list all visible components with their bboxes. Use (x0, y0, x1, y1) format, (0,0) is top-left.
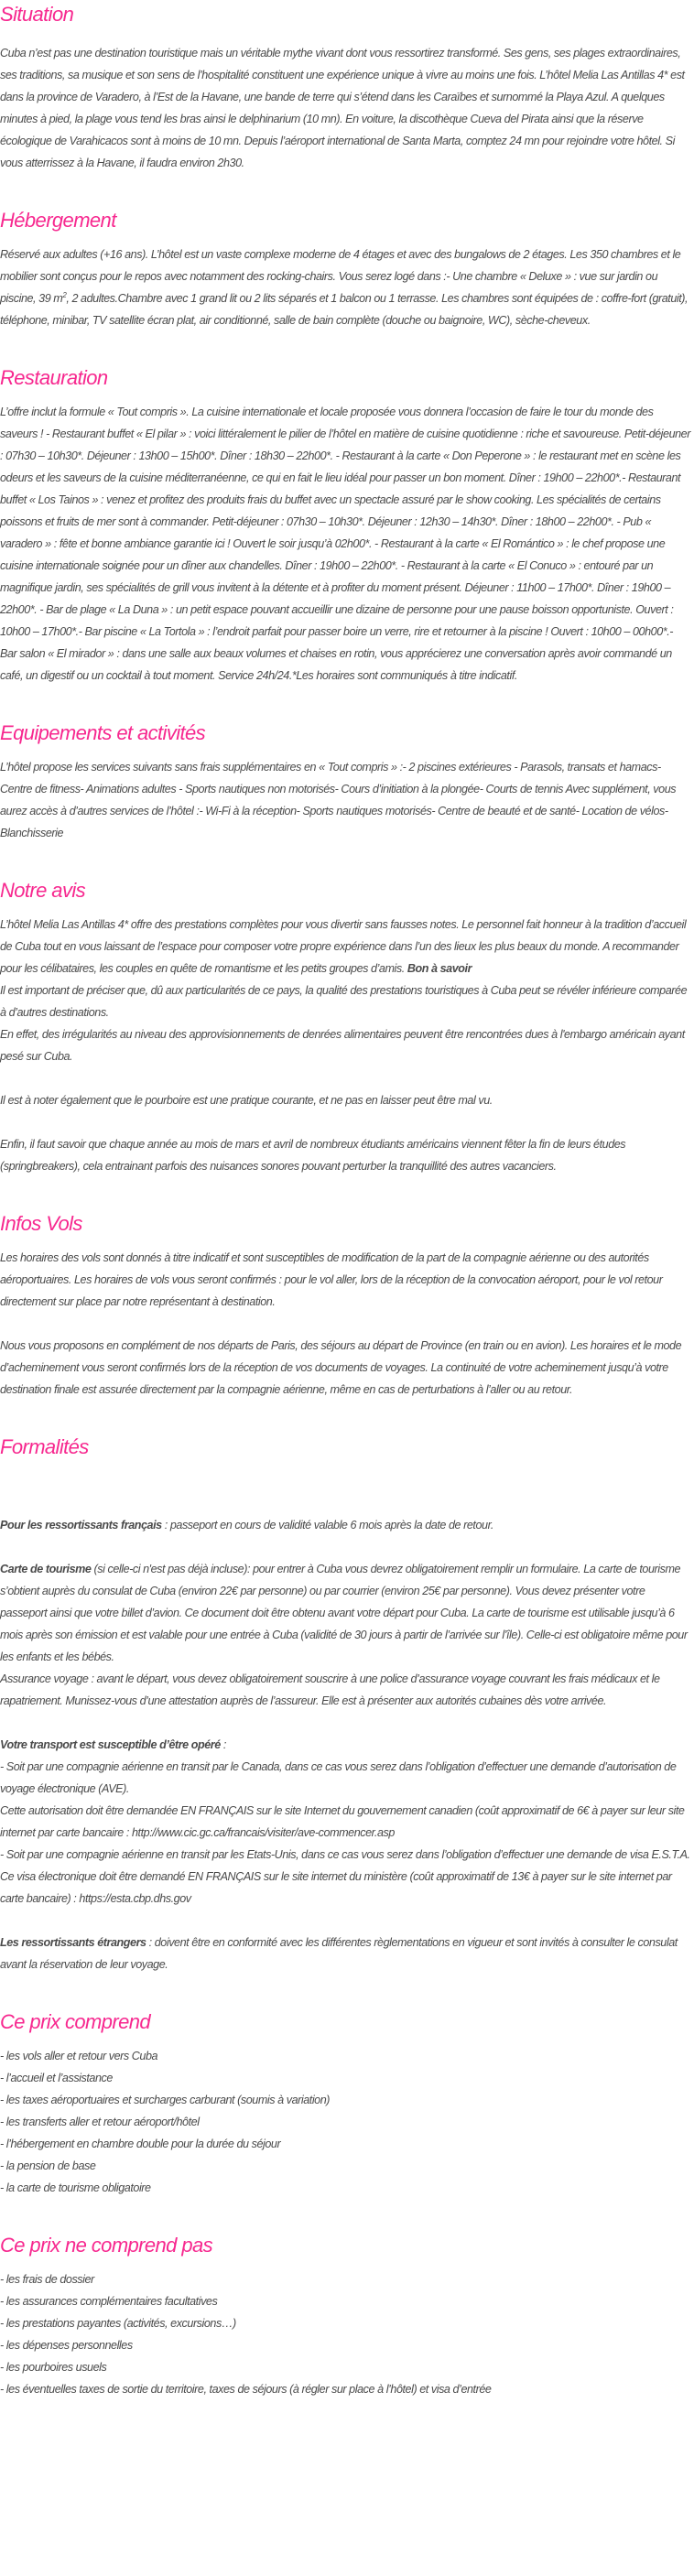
etrangers-label: Les ressortissants étrangers (0, 1936, 146, 1949)
section-infos-vols (0, 1210, 692, 1401)
section-title-restauration: Restauration (0, 366, 108, 389)
formalites-etrangers (0, 1932, 692, 1975)
formalites-usa: - Soit par une compagnie aérienne en transit par les Etats-Unis, dans ce cas vous serez dans l’obligation d’effectuer une demande de visa E.S.T.A. Ce visa électronique doit être demandé EN FRANÇAIS sur le site internet du ministère (coût approximatif de 13€ à payer sur le site internet par carte bancaire) : https://esta.cbp.dhs.gov (0, 1848, 690, 1905)
situation-text: Cuba n’est pas une destination touristique mais un véritable mythe vivant dont vous ressortirez transformé. Ses gens, ses plages extraordinaires, ses traditions, sa musique et son sens de l’hospitalité constituent une expérience unique à vivre au moins une fois. L’hôtel Melia Las Antillas 4* est dans la province de Varadero, à l’Est de la Havane, une bande de terre qui s’étend dans les Caraïbes et surnommé la Playa Azul. A quelques minutes à pied, la plage vous tend les bras ainsi le delphinarium (10 mn). En voiture, la discothèque Cueva del Pirata ainsi que la réserve écologique de Varahicacos sont à moins de 10 mn. Depuis l’aéroport international de Santa Marta, comptez 24 mn pour rejoindre votre hôtel. Si vous atterrissez à la Havane, il faudra environ 2h30. (0, 47, 685, 169)
section-title-prix-comprend: Ce prix comprend (0, 2010, 151, 2033)
transport-label: Votre transport est susceptible d’être opéré (0, 1738, 221, 1751)
hebergement-text (0, 244, 692, 331)
etrangers-text: : doivent être en conformité avec les différentes règlementations en vigueur et sont invités à consulter le consulat avant la réservation de leur voyage. (0, 1936, 678, 1971)
notre-avis-paragraph-3: Il est à noter également que le pourboire est une pratique courante, et ne pas en laisser peut être mal vu. (0, 1094, 493, 1107)
list-item: - la pension de base (0, 2159, 96, 2172)
section-title-formalites: Formalités (0, 1435, 89, 1458)
notre-avis-intro-text: L’hôtel Melia Las Antillas 4* offre des prestations complètes pour vous divertir sans fausses notes. Le personnel fait honneur à la tradition d’accueil de Cuba tout en vous laissant de l’espace pour composer votre propre expérience dans l’un des lieux les plus beaux du monde. A recommander pour les célibataires, les couples en quête de romantisme et les petits groupes d’amis. (0, 918, 687, 975)
section-title-hebergement: Hébergement (0, 209, 116, 232)
carte-tourisme-label: Carte de tourisme (0, 1563, 92, 1575)
section-title-prix-ne-comprend-pas: Ce prix ne comprend pas (0, 2234, 212, 2257)
section-formalites (0, 1434, 692, 1975)
section-hebergement (0, 207, 692, 331)
hebergement-text-part1: Réservé aux adultes (+16 ans). L’hôtel est un vaste complexe moderne de 4 étages et avec des bungalows de 2 étages. Les 350 chambres et le mobilier sont conçus pour le repos avec notamment des rocking-chairs. Vous serez logé dans :- Une chambre « Deluxe » : vue sur jardin ou piscine, 39 m (0, 248, 681, 305)
carte-tourisme-text: (si celle-ci n'est pas déjà incluse): pour entrer à Cuba vous devrez obligatoirement remplir un formulaire. La carte de tourisme s’obtient auprès du consulat de Cuba (environ 22€ par personne) ou par courrier (environ 25€ par personne). Vous devez présenter votre passeport ainsi que votre billet d’avion. Ce document doit être obtenu avant votre départ pour Cuba. La carte de tourisme est utilisable jusqu’à 6 mois après son émission et est valable pour une entrée à Cuba (validité de 30 jours à partir de l’arrivée sur l’île). Celle-ci est obligatoire même pour les enfants et les bébés. (0, 1563, 688, 1663)
formalites-canada: - Soit par une compagnie aérienne en transit par le Canada, dans ce cas vous serez dans l’obligation d’effectuer une demande d’autorisation de voyage électronique (AVE). (0, 1760, 677, 1795)
list-item: - la carte de tourisme obligatoire (0, 2181, 151, 2194)
formalites-ave: Cette autorisation doit être demandée EN FRANÇAIS sur le site Internet du gouvernement canadien (coût approximatif de 6€ à payer sur leur site internet par carte bancaire : http://www.cic.gc.ca/francais/visiter/ave-commencer.asp (0, 1804, 685, 1839)
section-situation (0, 0, 692, 174)
list-item: - l’accueil et l’assistance (0, 2072, 113, 2084)
hebergement-text-part2: , 2 adultes.Chambre avec 1 grand lit ou 2 lits séparés et 1 balcon ou 1 terrasse. Les chambres sont équipées de : coffre-fort (gratuit), téléphone, minibar, TV satellite écran plat, air conditionné, salle de bain complète (douche ou baignoire, WC), sèche-cheveux. (0, 292, 689, 327)
list-item: - l’hébergement en chambre double pour la durée du séjour (0, 2138, 281, 2150)
list-item: - les transferts aller et retour aéroport/hôtel (0, 2116, 200, 2128)
list-item: - les prestations payantes (activités, excursions…) (0, 2317, 236, 2330)
formalites-assurance: Assurance voyage : avant le départ, vous devez obligatoirement souscrire à une police d’assurance voyage couvrant les frais médicaux et le rapatriement. Munissez-vous d’une attestation auprès de l’assureur. Elle est à présenter aux autorités cubaines dès votre arrivée. (0, 1672, 660, 1707)
francais-text: : passeport en cours de validité valable 6 mois après la date de retour. (161, 1519, 493, 1532)
section-title-situation: Situation (0, 3, 74, 26)
section-title-infos-vols: Infos Vols (0, 1212, 82, 1235)
section-title-equipements: Equipements et activités (0, 721, 206, 744)
list-item: - les assurances complémentaires facultatives (0, 2295, 218, 2308)
list-item: - les pourboires usuels (0, 2361, 107, 2374)
francais-label: Pour les ressortissants français (0, 1519, 162, 1532)
list-item: - les taxes aéroportuaires et surcharges carburant (soumis à variation) (0, 2094, 331, 2106)
formalites-transport (0, 1734, 692, 1756)
transport-colon: : (220, 1738, 226, 1751)
list-item: - les frais de dossier (0, 2273, 94, 2286)
list-item: - les dépenses personnelles (0, 2339, 133, 2352)
section-title-notre-avis: Notre avis (0, 879, 86, 902)
section-prix-ne-comprend-pas (0, 2232, 692, 2400)
list-item: - les éventuelles taxes de sortie du territoire, taxes de séjours (à régler sur place à l’hôtel) et visa d’entrée (0, 2383, 492, 2396)
section-notre-avis (0, 877, 692, 1177)
infos-vols-paragraph-2: Nous vous proposons en complément de nos départs de Paris, des séjours au départ de Province (en train ou en avion). Les horaires et le mode d’acheminement vous seront confirmés lors de la réception de vos documents de voyages. La continuité de votre acheminement jusqu’à votre destination finale est assurée directement par la compagnie aérienne, même en cas de perturbations à l’aller ou au retour. (0, 1339, 682, 1396)
superscript: 2 (62, 290, 67, 299)
infos-vols-paragraph-1: Les horaires des vols sont donnés à titre indicatif et sont susceptibles de modification de la part de la compagnie aérienne ou des autorités aéroportuaires. Les horaires de vols vous seront confirmés : pour le vol aller, lors de la réception de la convocation aéroport, pour le vol retour directement sur place par notre représentant à destination. (0, 1251, 663, 1308)
notre-avis-paragraph-4: Enfin, il faut savoir que chaque année au mois de mars et avril de nombreux étudiants américains viennent fêter la fin de leurs études (springbreakers), cela entrainant parfois des nuisances sonores pouvant perturber la tranquillité des autres vacanciers. (0, 1138, 626, 1173)
section-restauration (0, 364, 692, 687)
bon-a-savoir-label: Bon à savoir (407, 962, 472, 975)
formalites-francais (0, 1514, 692, 1536)
notre-avis-paragraph-2: En effet, des irrégularités au niveau des approvisionnements de denrées alimentaires peuvent être rencontrées dues à l'embargo américain ayant pesé sur Cuba. (0, 1028, 685, 1063)
restauration-text: L’offre inclut la formule « Tout compris ». La cuisine internationale et locale proposée vous donnera l’occasion de faire le tour du monde des saveurs ! - Restaurant buffet « El pilar » : voici littéralement le pilier de l’hôtel en matière de cuisine quotidienne : riche et savoureuse. Petit-déjeuner : 07h30 – 10h30*. Déjeuner : 13h00 – 15h00*. Dîner : 18h30 – 22h00*. - Restaurant à la carte « Don Peperone » : le restaurant met en scène les odeurs et les saveurs de la cuisine méditerranéenne, ce qui en fait le lieu idéal pour passer un bon moment. Dîner : 19h00 – 22h00*.- Restaurant buffet « Los Tainos » : venez et profitez des produits frais du buffet avec un spectacle assuré par le show cooking. Les spécialités de certains poissons et fruits de mer sont à commander. Petit-déjeuner : 07h30 – 10h30*. Déjeuner : 12h30 – 14h30*. Dîner : 18h00 – 22h00*. - Pub « varadero » : fête et bonne ambiance garantie ici ! Ouvert le soir jusqu’à 02h00*. - Restaurant à la carte « El Romántico » : le chef propose une cuisine internationale soignée pour un dîner aux chandelles. Dîner : 19h00 – 22h00*. - Restaurant à la carte « El Conuco » : entouré par un magnifique jardin, ses spécialités de grill vous invitent à la détente et à profiter du moment présent. Déjeuner : 11h00 – 17h00*. Dîner : 19h00 – 22h00*. - Bar de plage « La Duna » : un petit espace pouvant accueillir une dizaine de personne pour une pause boisson opportuniste. Ouvert : 10h00 – 17h00*.- Bar piscine « La Tortola » : l’endroit parfait pour passer boire un verre, rire et retourner à la piscine ! Ouvert : 10h00 – 00h00*.- Bar salon « El mirador » : dans une salle aux beaux volumes et chaises en rotin, vous apprécierez une conversation après avoir commandé un café, un digestif ou un cocktail à tout moment. Service 24h/24.*Les horaires sont communiqués à titre indicatif. (0, 406, 690, 682)
notre-avis-intro (0, 914, 692, 980)
section-prix-comprend (0, 2008, 692, 2199)
notre-avis-paragraph-1: Il est important de préciser que, dû aux particularités de ce pays, la qualité des prestations touristiques à Cuba peut se révéler inférieure comparée à d’autres destinations. (0, 984, 688, 1019)
list-item: - les vols aller et retour vers Cuba (0, 2050, 158, 2062)
formalites-carte-tourisme (0, 1558, 692, 1668)
equipements-text: L’hôtel propose les services suivants sans frais supplémentaires en « Tout compris » :- 2 piscines extérieures - Parasols, transats et hamacs- Centre de fitness- Animations adultes - Sports nautiques non motorisés- Cours d’initiation à la plongée- Courts de tennis Avec supplément, vous aurez accès à d’autres services de l’hôtel :- Wi-Fi à la réception- Sports nautiques motorisés- Centre de beauté et de santé- Location de vélos- Blanchisserie (0, 761, 677, 839)
section-equipements (0, 720, 692, 844)
